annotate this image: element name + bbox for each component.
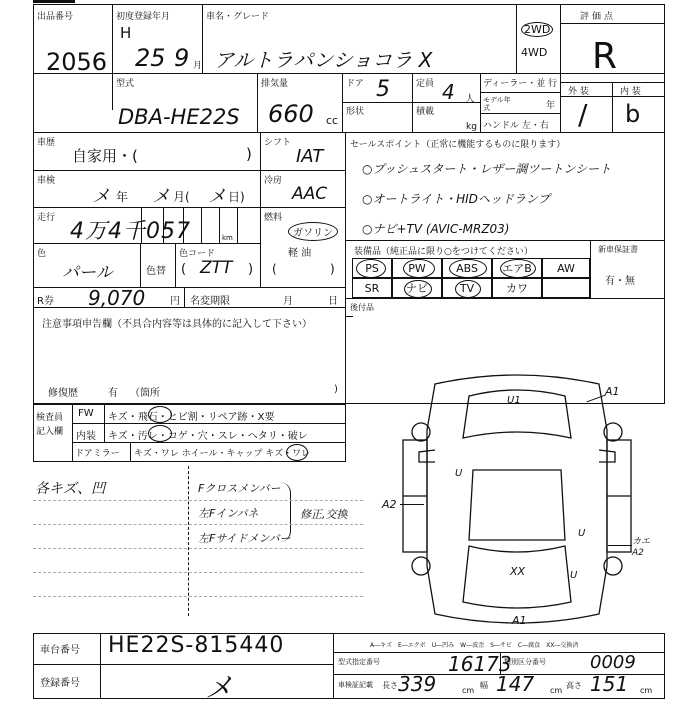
chassis-value: HE22S-815440 [108, 633, 285, 658]
color-code-paren-close: ) [248, 262, 254, 277]
height-unit: cm [640, 686, 653, 695]
color-value: パール [62, 263, 113, 283]
equip-tv: TV [442, 278, 492, 298]
mileage-unit: km [222, 234, 233, 242]
repair-label: 修復歴 [48, 388, 78, 399]
cc-unit: cc [326, 114, 339, 127]
equip-aw: AW [542, 258, 590, 278]
chassis-label: 車台番号 [40, 645, 80, 656]
model-label: 型式 [116, 79, 135, 89]
mark-u-rear: U [570, 570, 578, 581]
inspection-month-unit: 月( [173, 190, 190, 204]
remark-bracket [280, 482, 291, 542]
inspector-head-interior: 内装 [76, 431, 96, 442]
legend: A―キズ E―エクボ U―凹み W―波歪 S―サビ C―腐食 XX―交換済 [370, 642, 579, 649]
circle-wheel-scratch [286, 444, 308, 461]
leader-a2-left [400, 504, 424, 505]
mileage-label: 走行 [37, 213, 56, 223]
remark-item-2: 左Fインパネ [198, 507, 259, 520]
mark-a1-front-right: A1 [605, 385, 620, 398]
fuel-label: 燃料 [264, 213, 283, 223]
reg-month-unit: 月 [193, 61, 203, 71]
ac-label: 冷房 [264, 176, 283, 186]
drive-4wd: 4WD [521, 46, 548, 59]
inspection-day-unit: 日) [228, 190, 245, 204]
leader-a2-right [608, 545, 632, 546]
shift-value: IAT [296, 146, 324, 167]
inspector-label-2: 記入欄 [36, 427, 64, 437]
repair-value: 有 [108, 388, 118, 399]
remark-item-3: 左Fサイドメンバー [198, 532, 291, 545]
fuel-gas: ガソリン [288, 222, 338, 241]
equipment-label: 装備品（純正品に限り○をつけてください） [354, 247, 533, 257]
width-unit: cm [550, 686, 563, 695]
inspector-head-fw: FW [78, 408, 94, 419]
inspection-month: メ [152, 186, 170, 207]
equip-pw: PW [392, 258, 442, 278]
width-value: 147 [496, 672, 535, 696]
model-value: DBA-HE22S [118, 105, 240, 129]
designation-value: 16173 [448, 652, 512, 676]
model-year-label: モデル年式 [483, 96, 511, 112]
circle-tv [455, 280, 481, 298]
width-label: 幅 [480, 681, 488, 690]
shift-label: シフト [264, 138, 292, 148]
history-label: 車歴 [37, 138, 56, 148]
weight-unit: kg [466, 122, 477, 132]
inspection-year: メ [92, 186, 110, 207]
reg-no-value: メ [205, 671, 234, 704]
cc-label: 排気量 [261, 79, 289, 89]
mark-a1-bottom: A1 [512, 614, 527, 627]
notes-label: 注意事項申告欄（不具合内容等は具体的に記入して下さい） [42, 319, 312, 330]
mark-a2-right: カエ A2 [632, 537, 651, 558]
name-value: アルトラパンショコラ X [214, 48, 433, 72]
fuel-light-oil: 軽 油 [288, 248, 312, 259]
category-label: 類別区分番号 [504, 658, 546, 666]
inspector-head-mirror: ドアミラー [75, 449, 120, 459]
length-label: 長さ [382, 681, 398, 690]
equip-airbag: エアB [492, 258, 542, 278]
reg-label: 初度登録年月 [116, 12, 171, 22]
handle-label: ハンドル 左・右 [483, 121, 549, 131]
score-label: 評価点 [580, 12, 617, 22]
ac-value: AAC [292, 184, 328, 204]
equip-navi: ナビ [392, 278, 442, 298]
mileage-value: 4万4千057 [70, 219, 191, 244]
cc-value: 660 [268, 100, 314, 128]
drive-2wd: 2WD [521, 22, 553, 37]
mark-u-right: U [578, 528, 586, 539]
mark-xx-rear: XX [510, 565, 526, 578]
name-change-month-unit: 月 [283, 296, 293, 307]
repair-place: （箇所 [130, 388, 160, 399]
seat-value: 4 [442, 80, 455, 104]
car-diagram [395, 370, 640, 630]
ext-label: 外 装 [568, 87, 589, 97]
fuel-paren-open: ( [272, 262, 277, 276]
reg-no-label: 登録番号 [40, 678, 80, 689]
color-code-paren-open: ( [181, 262, 187, 277]
inspector-label-1: 検査員 [36, 413, 64, 423]
recycle-value: 9,070 [88, 286, 146, 310]
door-value: 5 [376, 77, 390, 102]
circle-ps [356, 259, 386, 278]
weight-label: 積載 [416, 107, 435, 117]
model-year-unit: 年 [546, 101, 556, 111]
equip-ps: PS [352, 258, 392, 278]
equip-leather: カワ [492, 278, 542, 298]
mark-a2-left: A2 [382, 498, 397, 511]
corner-mark [33, 0, 75, 3]
dims-label: 車検証記載 [338, 681, 373, 689]
remarks-left: 各キズ、凹 [35, 481, 106, 497]
history-close: ) [246, 145, 252, 163]
ext-score: / [578, 98, 588, 131]
inspection-label: 車検 [37, 176, 56, 186]
name-change-label: 名変期限 [190, 296, 230, 307]
warranty-value: 有・無 [605, 276, 635, 287]
sales-point-3: ○ナビ+TV (AVIC-MRZ03) [362, 222, 510, 236]
category-value: 0009 [590, 652, 636, 673]
equip-sr: SR [352, 278, 392, 298]
lot-no-value: 2056 [46, 48, 108, 76]
name-label: 車名・グレード [206, 12, 270, 22]
inspector-text-mirror: キズ・ワレ ホイール・キャップ キズ・ワレ [134, 449, 311, 459]
lot-no-label: 出品番号 [37, 12, 74, 22]
sales-points-label: セールスポイント（正常に機能するものに限ります） [350, 140, 566, 150]
sales-point-2: ○オートライト・HIDヘッドランプ [362, 192, 550, 206]
height-label: 高さ [566, 681, 582, 690]
reg-era: H [120, 24, 132, 42]
remark-item-1: Fクロスメンバー [198, 482, 281, 495]
recycle-label: R券 [37, 296, 54, 307]
designation-label: 型式指定番号 [338, 658, 380, 666]
circle-navi [404, 280, 432, 298]
seat-unit: 人 [465, 94, 475, 105]
int-score: b [625, 100, 641, 128]
circle-pw [403, 259, 435, 278]
repair-close: ) [334, 384, 338, 395]
inspector-text-fw: キズ・飛石・ヒビ割・リペア跡・X要 [108, 412, 275, 423]
equip-blank [542, 278, 590, 298]
name-change-day-unit: 日 [328, 296, 338, 307]
color-code-label: 色コード [179, 249, 216, 259]
circle-int-stain [148, 425, 172, 442]
seat-label: 定員 [416, 79, 435, 89]
reg-year: 25 [135, 44, 166, 72]
equip-abs: ABS [442, 258, 492, 278]
color-change-label: 色替 [146, 266, 166, 277]
history-value: 自家用・( [72, 147, 138, 165]
length-value: 339 [398, 672, 437, 696]
color-code-value: ZTT [200, 258, 233, 278]
color-label: 色 [37, 249, 47, 259]
after-parts-label: 後付品 [350, 303, 374, 312]
shape-label: 形状 [346, 107, 365, 117]
mark-u1-hood: U1 [507, 395, 521, 406]
circle-abs [449, 259, 487, 278]
inspection-year-unit: 年 [116, 190, 129, 204]
new-warranty-label: 新車保証書 [598, 245, 638, 254]
recycle-unit: 円 [170, 296, 180, 307]
mark-u-left: U [455, 468, 463, 479]
fuel-paren-close: ) [330, 262, 335, 276]
length-unit: cm [462, 686, 475, 695]
door-label: ドア [346, 79, 364, 89]
reg-month: 9 [174, 44, 190, 72]
remarks-right: 修正,交換 [300, 508, 348, 521]
inspector-text-interior: キズ・汚レ・コゲ・穴・スレ・ヘタリ・破レ [108, 431, 308, 442]
score-value: R [592, 36, 618, 77]
circle-airbag [500, 259, 536, 278]
dealer-label: ディーラー・並 行 [483, 79, 558, 89]
int-label: 内 装 [620, 87, 641, 97]
circle-fw-stone [148, 406, 172, 423]
height-value: 151 [590, 672, 629, 696]
inspection-day: メ [208, 186, 226, 207]
sales-point-1: ○プッシュスタート・レザー調ツートンシート [362, 162, 612, 176]
